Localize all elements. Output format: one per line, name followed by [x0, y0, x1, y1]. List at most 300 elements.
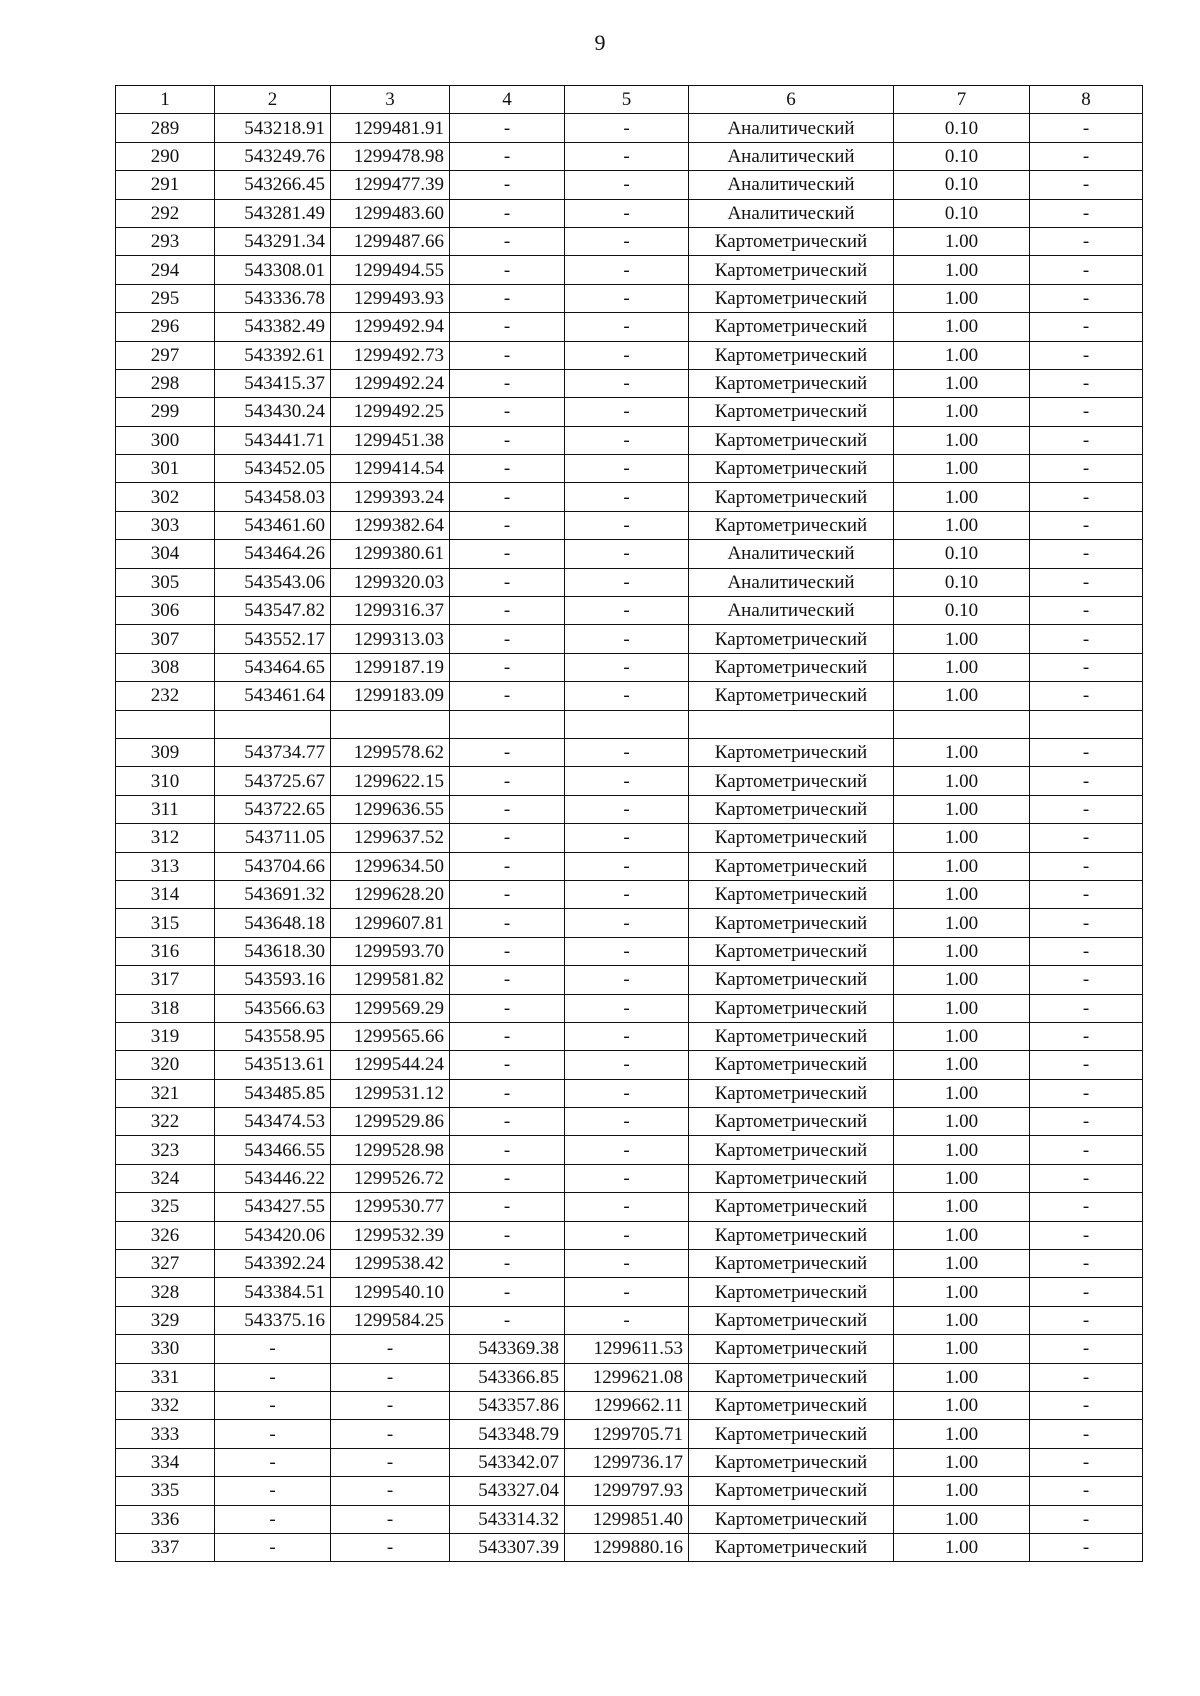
cell-point-number: 312 — [116, 824, 215, 852]
table-row — [116, 1136, 1143, 1164]
cell-method: Картометрический — [689, 227, 894, 255]
cell-accuracy: 1.00 — [894, 966, 1030, 994]
cell-x-coordinate-alt: - — [450, 966, 565, 994]
cell-y-coordinate-alt: - — [565, 455, 689, 483]
cell-note: - — [1030, 426, 1143, 454]
cell-x-coordinate-alt: - — [450, 767, 565, 795]
cell-point-number: 336 — [116, 1505, 215, 1533]
cell-note: - — [1030, 1477, 1143, 1505]
cell-x-coordinate-alt: - — [450, 1250, 565, 1278]
cell-y-coordinate: 1299529.86 — [331, 1108, 450, 1136]
cell-point-number: 290 — [116, 142, 215, 170]
table-row — [116, 625, 1143, 653]
cell-x-coordinate-alt: - — [450, 1051, 565, 1079]
cell-note: - — [1030, 824, 1143, 852]
cell-point-number: 309 — [116, 738, 215, 766]
cell-y-coordinate: 1299593.70 — [331, 937, 450, 965]
cell-y-coordinate-alt: 1299736.17 — [565, 1448, 689, 1476]
cell-accuracy: 0.10 — [894, 540, 1030, 568]
cell-method: Картометрический — [689, 1420, 894, 1448]
cell-x-coordinate-alt: 543342.07 — [450, 1448, 565, 1476]
cell-method: Картометрический — [689, 880, 894, 908]
cell-accuracy: 1.00 — [894, 341, 1030, 369]
cell-y-coordinate: 1299478.98 — [331, 142, 450, 170]
cell-x-coordinate: 543485.85 — [215, 1079, 331, 1107]
cell-accuracy: 1.00 — [894, 909, 1030, 937]
cell-x-coordinate: - — [215, 1477, 331, 1505]
cell-note: - — [1030, 1051, 1143, 1079]
cell-method: Картометрический — [689, 1221, 894, 1249]
table-row — [116, 426, 1143, 454]
cell-y-coordinate: 1299313.03 — [331, 625, 450, 653]
cell-point-number: 322 — [116, 1108, 215, 1136]
cell-y-coordinate: 1299607.81 — [331, 909, 450, 937]
cell-y-coordinate: 1299530.77 — [331, 1193, 450, 1221]
table-row — [116, 767, 1143, 795]
cell-x-coordinate-alt: - — [450, 511, 565, 539]
cell-method: Картометрический — [689, 1477, 894, 1505]
cell-x-coordinate: 543558.95 — [215, 1022, 331, 1050]
table-row — [116, 369, 1143, 397]
cell-y-coordinate: 1299492.94 — [331, 313, 450, 341]
cell-point-number: 293 — [116, 227, 215, 255]
cell-accuracy: 1.00 — [894, 227, 1030, 255]
cell-method: Картометрический — [689, 1079, 894, 1107]
cell-method: Картометрический — [689, 738, 894, 766]
cell-y-coordinate: 1299532.39 — [331, 1221, 450, 1249]
table-row — [116, 171, 1143, 199]
cell-note: - — [1030, 1250, 1143, 1278]
cell-y-coordinate-alt: - — [565, 256, 689, 284]
cell-x-coordinate-alt: - — [450, 937, 565, 965]
header-row — [116, 86, 1143, 114]
cell-x-coordinate: 543593.16 — [215, 966, 331, 994]
cell-point-number: 332 — [116, 1391, 215, 1419]
cell-note: - — [1030, 313, 1143, 341]
cell-point-number: 291 — [116, 171, 215, 199]
cell-accuracy: 1.00 — [894, 1193, 1030, 1221]
cell-method: Картометрический — [689, 682, 894, 710]
cell-y-coordinate: - — [331, 1533, 450, 1561]
cell-accuracy: 1.00 — [894, 852, 1030, 880]
cell-y-coordinate-alt: - — [565, 767, 689, 795]
table-row — [116, 1306, 1143, 1334]
cell-y-coordinate: 1299565.66 — [331, 1022, 450, 1050]
cell-y-coordinate-alt: - — [565, 426, 689, 454]
cell-note: - — [1030, 597, 1143, 625]
cell-y-coordinate-alt: - — [565, 1136, 689, 1164]
cell-x-coordinate: 543725.67 — [215, 767, 331, 795]
cell-x-coordinate-alt: - — [450, 738, 565, 766]
cell-y-coordinate-alt: - — [565, 852, 689, 880]
cell-point-number: 319 — [116, 1022, 215, 1050]
cell-method: Картометрический — [689, 1335, 894, 1363]
cell-note: - — [1030, 994, 1143, 1022]
cell-accuracy: 1.00 — [894, 398, 1030, 426]
cell-x-coordinate-alt: - — [450, 284, 565, 312]
cell-note: - — [1030, 1022, 1143, 1050]
cell-y-coordinate-alt: - — [565, 227, 689, 255]
cell-x-coordinate: 543547.82 — [215, 597, 331, 625]
cell-x-coordinate-alt: - — [450, 880, 565, 908]
table-row — [116, 341, 1143, 369]
table-row — [116, 313, 1143, 341]
cell-method: Аналитический — [689, 597, 894, 625]
cell-y-coordinate-alt: - — [565, 398, 689, 426]
table-row — [116, 1051, 1143, 1079]
cell-note: - — [1030, 455, 1143, 483]
cell-point-number: 326 — [116, 1221, 215, 1249]
cell-note: - — [1030, 227, 1143, 255]
table-row — [116, 1079, 1143, 1107]
table-row — [116, 937, 1143, 965]
cell-note: - — [1030, 568, 1143, 596]
cell-note: - — [1030, 1505, 1143, 1533]
cell-y-coordinate: 1299477.39 — [331, 171, 450, 199]
cell-accuracy: 1.00 — [894, 1108, 1030, 1136]
cell-x-coordinate-alt: - — [450, 1306, 565, 1334]
cell-note: - — [1030, 1108, 1143, 1136]
cell-x-coordinate: - — [215, 1448, 331, 1476]
cell-y-coordinate-alt: - — [565, 114, 689, 142]
cell-y-coordinate-alt: - — [565, 1108, 689, 1136]
cell-accuracy: 1.00 — [894, 1022, 1030, 1050]
cell-x-coordinate-alt: - — [450, 256, 565, 284]
cell-x-coordinate-alt: - — [450, 540, 565, 568]
cell-y-coordinate: 1299637.52 — [331, 824, 450, 852]
page-number: 9 — [594, 30, 606, 55]
cell-method: Картометрический — [689, 256, 894, 284]
cell-x-coordinate: 543734.77 — [215, 738, 331, 766]
cell-y-coordinate: 1299183.09 — [331, 682, 450, 710]
cell-note: - — [1030, 1363, 1143, 1391]
cell-x-coordinate: - — [215, 1391, 331, 1419]
cell-note: - — [1030, 369, 1143, 397]
cell-method: Картометрический — [689, 284, 894, 312]
cell-accuracy: 1.00 — [894, 511, 1030, 539]
cell-point-number: 317 — [116, 966, 215, 994]
cell-x-coordinate: 543461.60 — [215, 511, 331, 539]
cell-note: - — [1030, 1193, 1143, 1221]
cell-x-coordinate: - — [215, 1420, 331, 1448]
cell-y-coordinate-alt: 1299851.40 — [565, 1505, 689, 1533]
cell-x-coordinate: 543722.65 — [215, 795, 331, 823]
cell-point-number: 329 — [116, 1306, 215, 1334]
cell-x-coordinate: 543249.76 — [215, 142, 331, 170]
cell-note: - — [1030, 540, 1143, 568]
cell-x-coordinate: 543420.06 — [215, 1221, 331, 1249]
cell-x-coordinate-alt: - — [450, 1108, 565, 1136]
cell-y-coordinate: - — [331, 1363, 450, 1391]
cell-x-coordinate-alt: - — [450, 597, 565, 625]
cell-accuracy: 0.10 — [894, 597, 1030, 625]
cell-y-coordinate: - — [331, 1477, 450, 1505]
cell-x-coordinate: 543281.49 — [215, 199, 331, 227]
cell-x-coordinate-alt: - — [450, 455, 565, 483]
cell-accuracy: 1.00 — [894, 1533, 1030, 1561]
cell-y-coordinate-alt: - — [565, 313, 689, 341]
cell-accuracy: 1.00 — [894, 1391, 1030, 1419]
cell-y-coordinate: 1299628.20 — [331, 880, 450, 908]
cell-method: Картометрический — [689, 1391, 894, 1419]
cell-x-coordinate-alt: - — [450, 852, 565, 880]
cell-method: Картометрический — [689, 398, 894, 426]
cell-note: - — [1030, 1306, 1143, 1334]
cell-method: Картометрический — [689, 1193, 894, 1221]
cell-y-coordinate-alt: - — [565, 597, 689, 625]
cell-accuracy: 1.00 — [894, 738, 1030, 766]
cell-y-coordinate: 1299382.64 — [331, 511, 450, 539]
cell-y-coordinate-alt: - — [565, 824, 689, 852]
cell-accuracy: 1.00 — [894, 994, 1030, 1022]
table-row — [116, 1250, 1143, 1278]
cell-method: Картометрический — [689, 937, 894, 965]
cell-accuracy: 1.00 — [894, 767, 1030, 795]
header-cell-note: 8 — [1030, 86, 1143, 114]
cell-note: - — [1030, 171, 1143, 199]
cell-method: Картометрический — [689, 1108, 894, 1136]
cell-y-coordinate-alt: - — [565, 625, 689, 653]
cell-accuracy: 1.00 — [894, 1250, 1030, 1278]
cell-method: Картометрический — [689, 511, 894, 539]
cell-y-coordinate: 1299528.98 — [331, 1136, 450, 1164]
cell-y-coordinate-alt: - — [565, 1221, 689, 1249]
cell-note: - — [1030, 937, 1143, 965]
cell-x-coordinate-alt: - — [450, 625, 565, 653]
cell-y-coordinate: 1299493.93 — [331, 284, 450, 312]
table-row — [116, 1505, 1143, 1533]
cell-x-coordinate-alt: - — [450, 114, 565, 142]
cell-method: Картометрический — [689, 1363, 894, 1391]
table-row — [116, 738, 1143, 766]
cell-note: - — [1030, 1079, 1143, 1107]
cell-y-coordinate — [331, 710, 450, 738]
table-row — [116, 1022, 1143, 1050]
table-row — [116, 795, 1143, 823]
cell-x-coordinate: 543648.18 — [215, 909, 331, 937]
cell-note: - — [1030, 1420, 1143, 1448]
cell-method: Картометрический — [689, 1306, 894, 1334]
cell-method: Картометрический — [689, 909, 894, 937]
cell-point-number: 299 — [116, 398, 215, 426]
cell-method: Аналитический — [689, 199, 894, 227]
cell-accuracy: 1.00 — [894, 256, 1030, 284]
cell-point-number: 304 — [116, 540, 215, 568]
cell-x-coordinate: - — [215, 1335, 331, 1363]
cell-accuracy: 0.10 — [894, 142, 1030, 170]
cell-x-coordinate: 543375.16 — [215, 1306, 331, 1334]
cell-point-number: 311 — [116, 795, 215, 823]
cell-method: Аналитический — [689, 171, 894, 199]
cell-x-coordinate: - — [215, 1533, 331, 1561]
table-row — [116, 1391, 1143, 1419]
table-row — [116, 227, 1143, 255]
cell-method: Картометрический — [689, 1250, 894, 1278]
cell-y-coordinate: - — [331, 1335, 450, 1363]
cell-y-coordinate-alt: - — [565, 966, 689, 994]
cell-x-coordinate: 543446.22 — [215, 1164, 331, 1192]
table-row — [116, 398, 1143, 426]
cell-note: - — [1030, 256, 1143, 284]
cell-accuracy: 1.00 — [894, 1079, 1030, 1107]
cell-note: - — [1030, 398, 1143, 426]
table-row — [116, 511, 1143, 539]
cell-note: - — [1030, 625, 1143, 653]
cell-note: - — [1030, 880, 1143, 908]
cell-method: Аналитический — [689, 114, 894, 142]
cell-y-coordinate-alt: - — [565, 568, 689, 596]
cell-y-coordinate: 1299492.25 — [331, 398, 450, 426]
cell-note: - — [1030, 114, 1143, 142]
cell-y-coordinate-alt: - — [565, 682, 689, 710]
cell-x-coordinate-alt: - — [450, 227, 565, 255]
cell-method — [689, 710, 894, 738]
cell-method: Картометрический — [689, 625, 894, 653]
cell-point-number — [116, 710, 215, 738]
cell-x-coordinate: 543513.61 — [215, 1051, 331, 1079]
table-row — [116, 880, 1143, 908]
cell-point-number: 330 — [116, 1335, 215, 1363]
cell-point-number: 300 — [116, 426, 215, 454]
cell-accuracy: 0.10 — [894, 568, 1030, 596]
cell-y-coordinate: 1299320.03 — [331, 568, 450, 596]
cell-note: - — [1030, 738, 1143, 766]
cell-accuracy: 1.00 — [894, 1164, 1030, 1192]
cell-accuracy: 1.00 — [894, 1221, 1030, 1249]
cell-note: - — [1030, 852, 1143, 880]
cell-point-number: 307 — [116, 625, 215, 653]
cell-note: - — [1030, 966, 1143, 994]
cell-point-number: 297 — [116, 341, 215, 369]
cell-point-number: 335 — [116, 1477, 215, 1505]
cell-y-coordinate-alt: 1299621.08 — [565, 1363, 689, 1391]
cell-x-coordinate-alt: - — [450, 653, 565, 681]
cell-note: - — [1030, 767, 1143, 795]
cell-x-coordinate-alt: 543369.38 — [450, 1335, 565, 1363]
cell-method: Картометрический — [689, 1051, 894, 1079]
cell-x-coordinate-alt: - — [450, 1164, 565, 1192]
cell-point-number: 232 — [116, 682, 215, 710]
table-row — [116, 710, 1143, 738]
cell-point-number: 331 — [116, 1363, 215, 1391]
cell-x-coordinate: 543691.32 — [215, 880, 331, 908]
cell-y-coordinate: 1299414.54 — [331, 455, 450, 483]
table-row — [116, 1164, 1143, 1192]
cell-method: Картометрический — [689, 1505, 894, 1533]
table-row — [116, 540, 1143, 568]
cell-point-number: 305 — [116, 568, 215, 596]
cell-y-coordinate-alt: - — [565, 1193, 689, 1221]
cell-accuracy: 1.00 — [894, 1420, 1030, 1448]
cell-x-coordinate: 543458.03 — [215, 483, 331, 511]
cell-point-number: 314 — [116, 880, 215, 908]
cell-accuracy: 1.00 — [894, 880, 1030, 908]
cell-x-coordinate: 543430.24 — [215, 398, 331, 426]
cell-y-coordinate-alt: - — [565, 1306, 689, 1334]
cell-point-number: 321 — [116, 1079, 215, 1107]
cell-y-coordinate: 1299636.55 — [331, 795, 450, 823]
cell-y-coordinate-alt: - — [565, 1022, 689, 1050]
table-row — [116, 1533, 1143, 1561]
header-cell-point-number: 1 — [116, 86, 215, 114]
cell-point-number: 328 — [116, 1278, 215, 1306]
cell-x-coordinate: 543466.55 — [215, 1136, 331, 1164]
cell-point-number: 308 — [116, 653, 215, 681]
cell-y-coordinate-alt: - — [565, 1278, 689, 1306]
cell-method: Картометрический — [689, 1164, 894, 1192]
cell-point-number: 325 — [116, 1193, 215, 1221]
table-row — [116, 1448, 1143, 1476]
cell-method: Аналитический — [689, 540, 894, 568]
cell-y-coordinate-alt: - — [565, 795, 689, 823]
table-row — [116, 114, 1143, 142]
header-cell-y-coordinate: 3 — [331, 86, 450, 114]
cell-y-coordinate-alt: - — [565, 909, 689, 937]
table-row — [116, 1420, 1143, 1448]
cell-y-coordinate: - — [331, 1391, 450, 1419]
cell-accuracy: 1.00 — [894, 483, 1030, 511]
cell-x-coordinate: 543392.61 — [215, 341, 331, 369]
cell-point-number: 327 — [116, 1250, 215, 1278]
coordinates-table — [115, 85, 1143, 1562]
table-body — [116, 114, 1143, 1562]
cell-x-coordinate: 543552.17 — [215, 625, 331, 653]
cell-point-number: 315 — [116, 909, 215, 937]
cell-x-coordinate: 543543.06 — [215, 568, 331, 596]
cell-y-coordinate: 1299492.73 — [331, 341, 450, 369]
table-row — [116, 597, 1143, 625]
cell-y-coordinate: 1299451.38 — [331, 426, 450, 454]
cell-y-coordinate: 1299526.72 — [331, 1164, 450, 1192]
cell-y-coordinate-alt: - — [565, 142, 689, 170]
cell-y-coordinate-alt: - — [565, 540, 689, 568]
cell-y-coordinate-alt: 1299611.53 — [565, 1335, 689, 1363]
cell-x-coordinate: 543415.37 — [215, 369, 331, 397]
header-cell-y-coordinate-alt: 5 — [565, 86, 689, 114]
cell-x-coordinate-alt: - — [450, 313, 565, 341]
cell-y-coordinate-alt: 1299662.11 — [565, 1391, 689, 1419]
cell-method: Картометрический — [689, 852, 894, 880]
cell-note: - — [1030, 653, 1143, 681]
cell-y-coordinate-alt: - — [565, 738, 689, 766]
cell-point-number: 337 — [116, 1533, 215, 1561]
cell-y-coordinate-alt: - — [565, 284, 689, 312]
cell-x-coordinate — [215, 710, 331, 738]
cell-y-coordinate-alt: 1299880.16 — [565, 1533, 689, 1561]
cell-x-coordinate-alt: 543357.86 — [450, 1391, 565, 1419]
cell-x-coordinate: 543474.53 — [215, 1108, 331, 1136]
cell-note: - — [1030, 1221, 1143, 1249]
table-row — [116, 284, 1143, 312]
cell-method: Картометрический — [689, 313, 894, 341]
cell-point-number: 320 — [116, 1051, 215, 1079]
cell-y-coordinate-alt: - — [565, 653, 689, 681]
cell-x-coordinate-alt: - — [450, 426, 565, 454]
cell-accuracy: 0.10 — [894, 199, 1030, 227]
cell-point-number: 323 — [116, 1136, 215, 1164]
cell-accuracy: 1.00 — [894, 313, 1030, 341]
cell-method: Картометрический — [689, 1448, 894, 1476]
cell-x-coordinate: 543218.91 — [215, 114, 331, 142]
table-row — [116, 852, 1143, 880]
cell-y-coordinate-alt: - — [565, 369, 689, 397]
cell-x-coordinate: 543427.55 — [215, 1193, 331, 1221]
cell-note — [1030, 710, 1143, 738]
cell-point-number: 324 — [116, 1164, 215, 1192]
cell-note: - — [1030, 1533, 1143, 1561]
cell-y-coordinate: 1299538.42 — [331, 1250, 450, 1278]
cell-y-coordinate-alt: - — [565, 1051, 689, 1079]
